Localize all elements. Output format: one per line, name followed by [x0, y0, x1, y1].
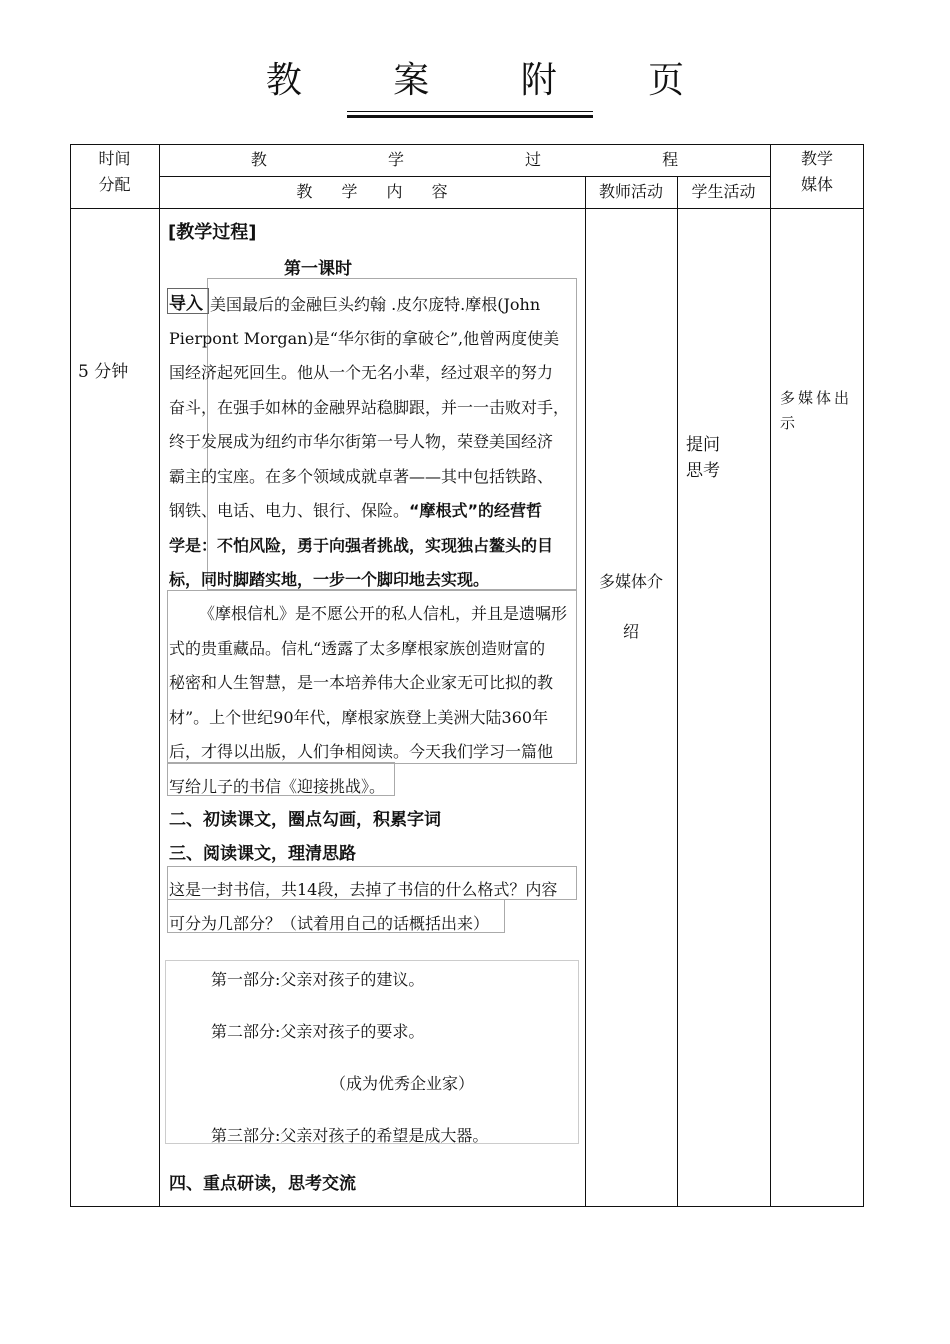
header-media-2: 媒体: [800, 175, 833, 194]
lesson-title: 第一课时: [284, 259, 352, 279]
student-activity-2: 思考: [686, 461, 720, 481]
letter-line: 材”。上个世纪90年代，摩根家族登上美洲大陆360年: [169, 708, 549, 727]
part-item: 第二部分:父亲对孩子的要求。: [211, 1022, 425, 1041]
letter-line: 式的贵重藏品。信札“透露了太多摩根家族创造财富的: [169, 639, 546, 658]
intro-line: [169, 498, 542, 521]
step-2-heading: 二、初读课文，圈点勾画，积累字词: [169, 810, 441, 830]
header-student-activity: 学生活动: [691, 182, 756, 201]
intro-line-bold: “摩根式”的经营哲: [409, 501, 543, 520]
question-line: 可分为几部分？（试着用自己的话概括出来）: [169, 914, 490, 933]
letter-line: 《摩根信札》是不愿公开的私人信札，并且是遗嘱形: [199, 604, 568, 623]
step-3-heading: 三、阅读课文，理清思路: [169, 844, 356, 864]
table-row-divider: [159, 176, 770, 177]
table-col-divider: [585, 176, 586, 1207]
intro-line-normal: 钢铁、电话、电力、银行、保险。: [169, 501, 410, 520]
letter-line: 后，才得以出版，人们争相阅读。今天我们学习一篇他: [169, 742, 554, 761]
media-display: 多媒体出: [780, 389, 853, 407]
intro-bold-line: 学是：不怕风险，勇于向强者挑战，实现独占鳌头的目: [169, 536, 554, 555]
page-title: 教 案 附 页: [265, 60, 725, 101]
student-activity: 提问: [686, 435, 720, 455]
teacher-activity-2: 绍: [622, 622, 639, 641]
table-col-divider: [770, 144, 771, 1207]
header-teacher-activity: 教师活动: [598, 182, 663, 201]
time-allocation: 5 分钟: [78, 362, 129, 382]
teacher-activity: 多媒体介: [598, 572, 663, 591]
intro-line: Pierpont Morgan)是“华尔街的拿破仑”,他曾两度使美: [169, 329, 560, 348]
question-line: 这是一封书信，共14段，去掉了书信的什么格式？内容: [169, 880, 558, 899]
header-alloc: 分配: [98, 175, 131, 194]
header-content: 教 学 内 容: [296, 182, 460, 201]
intro-line: 终于发展成为纽约市华尔街第一号人物，荣登美国经济: [169, 432, 554, 451]
intro-bold-line: 标，同时脚踏实地，一步一个脚印地去实现。: [169, 570, 490, 589]
intro-line: 国经济起死回生。他从一个无名小辈，经过艰辛的努力: [169, 363, 554, 382]
intro-label: 导入: [169, 294, 203, 314]
part-item: （成为优秀企业家）: [330, 1074, 475, 1093]
part-item: 第一部分:父亲对孩子的建议。: [211, 970, 425, 989]
table-col-divider: [159, 144, 160, 1207]
table-row-divider: [70, 208, 864, 209]
letter-line: 写给儿子的书信《迎接挑战》。: [169, 777, 386, 796]
section-heading: [教学过程]: [168, 222, 257, 243]
header-time: 时间: [98, 149, 131, 168]
intro-line: 奋斗，在强手如林的金融界站稳脚跟，并一一击败对手，: [169, 398, 570, 417]
media-display-2: 示: [780, 414, 796, 432]
header-process: 教 学 过 程: [250, 150, 737, 169]
step-4-heading: 四、重点研读，思考交流: [169, 1174, 356, 1194]
intro-line: 霸主的宝座。在多个领域成就卓著——其中包括铁路、: [169, 467, 554, 486]
header-media: 教学: [800, 149, 833, 168]
letter-line: 秘密和人生智慧，是一本培养伟大企业家无可比拟的教: [169, 673, 554, 692]
part-item: 第三部分:父亲对孩子的希望是成大器。: [211, 1126, 489, 1145]
table-col-divider: [677, 176, 678, 1207]
intro-line: 美国最后的金融巨头约翰 .皮尔庞特.摩根(John: [210, 295, 541, 314]
title-underline-thick: [347, 115, 593, 118]
title-underline: [347, 111, 593, 112]
